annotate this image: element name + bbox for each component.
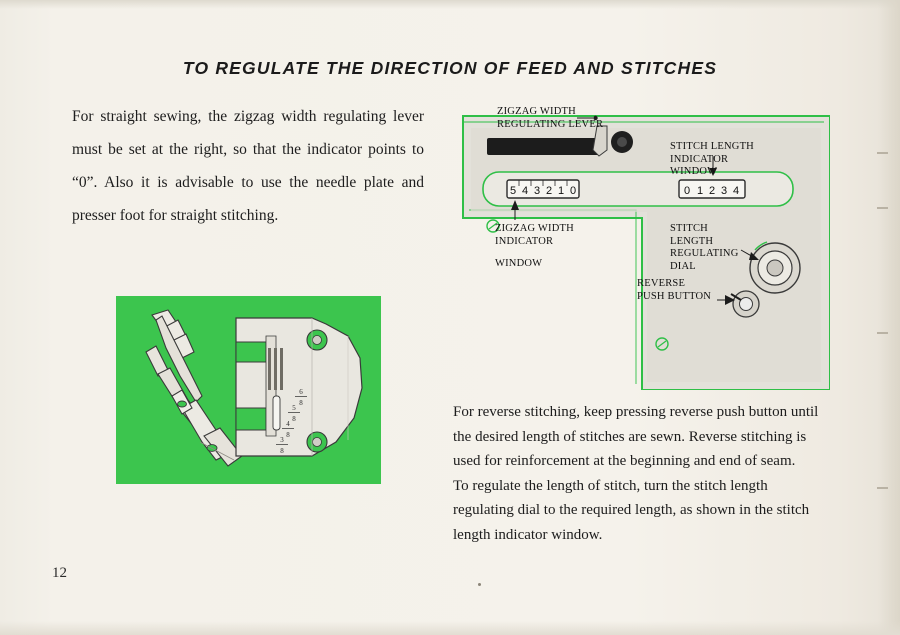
page-title: TO REGULATE THE DIRECTION OF FEED AND STITCHES [182, 58, 718, 78]
margin-tick [877, 207, 888, 209]
page-edge-bottom [0, 621, 900, 635]
svg-text:3: 3 [533, 185, 541, 197]
svg-text:4: 4 [732, 185, 740, 197]
right-column-paragraph-2: To regulate the length of stitch, turn the stitch length regulating dial to the required length, as shown in the stitch length indicator window. [453, 477, 810, 543]
page-edge-right [878, 0, 900, 635]
presser-foot-figure [116, 296, 381, 484]
page-edge-top [0, 0, 900, 9]
margin-tick [877, 332, 888, 334]
svg-text:6: 6 [299, 388, 303, 396]
presser-foot-illustration [116, 296, 381, 484]
label-zigzag-width-regulating-lever: ZIGZAG WIDTH REGULATING LEVER [497, 106, 604, 130]
svg-text:1: 1 [696, 185, 704, 197]
right-column-paragraph-1: For reverse stitching, keep pressing reverse push button until the desired length of stitches are sewn. Reverse stitching is used for reinforcement at the beginning and end of seam. [453, 404, 819, 469]
svg-text:4: 4 [286, 420, 290, 428]
right-column [453, 400, 828, 547]
page-number: 12 [52, 565, 67, 581]
svg-text:8: 8 [292, 415, 296, 423]
label-stitch-length-regulating-dial: STITCH LENGTH REGULATING DIAL [670, 223, 739, 272]
ink-speck [478, 583, 481, 586]
label-zigzag-width-indicator-window: ZIGZAG WIDTH INDICATOR WINDOW [495, 223, 574, 269]
left-column-paragraph: For straight sewing, the zigzag width regulating lever must be set at the right, so that the indicator points to “0”. Also it is advisable to use the needle plate and presser foot for straight stitching. [72, 108, 424, 224]
svg-text:1: 1 [557, 185, 565, 197]
svg-text:0: 0 [569, 185, 577, 197]
svg-text:5: 5 [292, 404, 296, 412]
svg-text:2: 2 [545, 185, 553, 197]
margin-tick [877, 487, 888, 489]
svg-text:4: 4 [521, 185, 529, 197]
svg-text:3: 3 [720, 185, 728, 197]
svg-text:8: 8 [299, 399, 303, 407]
margin-tick [877, 152, 888, 154]
svg-text:3: 3 [280, 436, 284, 444]
label-reverse-push-button: REVERSE PUSH BUTTON [637, 278, 712, 302]
svg-text:8: 8 [280, 447, 284, 455]
svg-text:2: 2 [708, 185, 716, 197]
svg-text:5: 5 [509, 185, 517, 197]
label-stitch-length-indicator-window: STITCH LENGTH INDICATOR WINDOW [670, 141, 754, 177]
svg-text:0: 0 [683, 185, 691, 197]
svg-text:8: 8 [286, 431, 290, 439]
machine-figure [455, 98, 830, 390]
